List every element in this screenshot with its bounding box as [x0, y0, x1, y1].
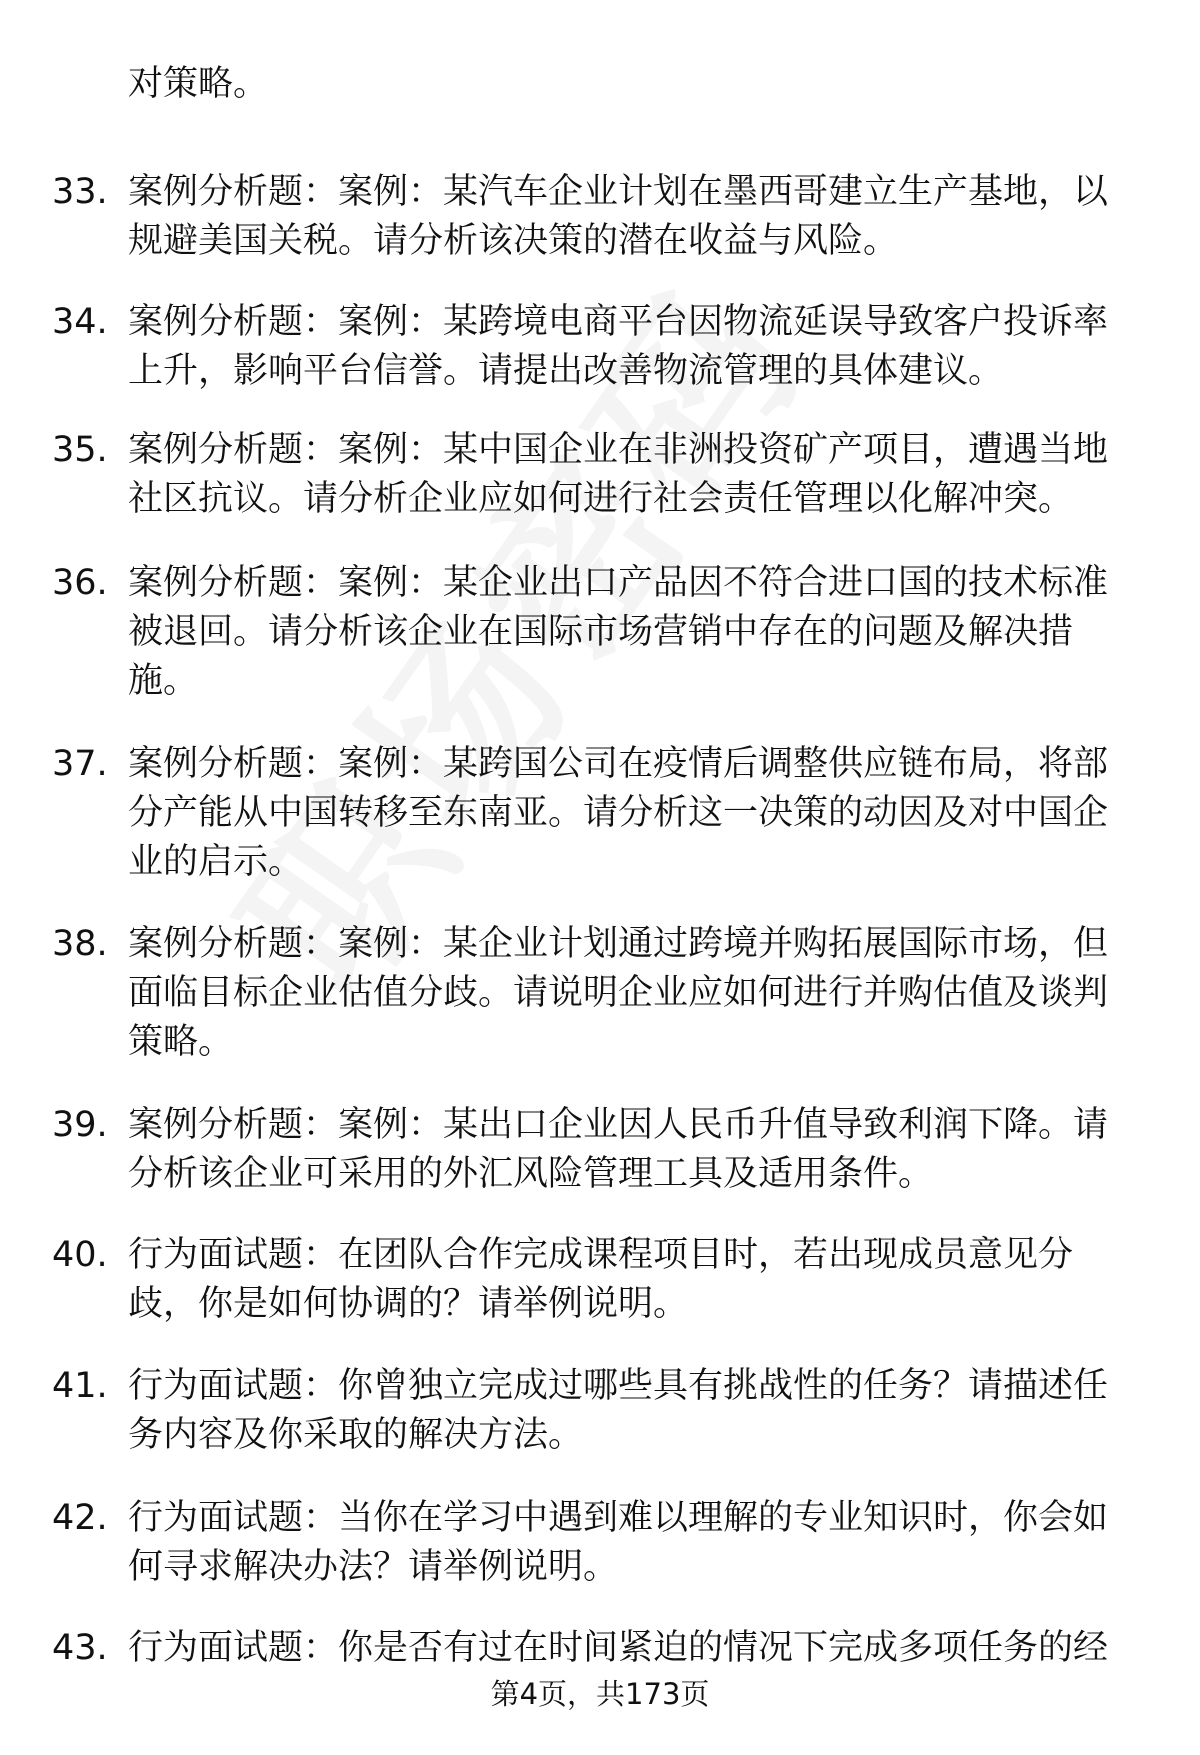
question-number: 34. — [52, 302, 108, 342]
question-text-line: 案例分析题：案例：某跨国公司在疫情后调整供应链布局，将部 — [128, 744, 1109, 784]
question-text-line: 行为面试题：当你在学习中遇到难以理解的专业知识时，你会如 — [128, 1498, 1109, 1538]
question-text-line: 案例分析题：案例：某跨境电商平台因物流延误导致客户投诉率 — [128, 302, 1109, 342]
question-text-line: 行为面试题：你是否有过在时间紧迫的情况下完成多项任务的经 — [128, 1628, 1109, 1668]
question-text-line: 务内容及你采取的解决方法。 — [128, 1415, 584, 1455]
question-text-line: 案例分析题：案例：某企业出口产品因不符合进口国的技术标准 — [128, 563, 1109, 603]
question-number: 42. — [52, 1498, 108, 1538]
question-number: 33. — [52, 172, 108, 212]
question-number: 41. — [52, 1366, 108, 1406]
question-text-line: 策略。 — [128, 1022, 234, 1062]
continuation-line: 对策略。 — [128, 64, 269, 104]
question-text-line: 分析该企业可采用的外汇风险管理工具及适用条件。 — [128, 1154, 934, 1194]
question-text-line: 分产能从中国转移至东南亚。请分析这一决策的动因及对中国企 — [128, 793, 1109, 833]
question-text-line: 面临目标企业估值分歧。请说明企业应如何进行并购估值及谈判 — [128, 973, 1109, 1013]
question-text-line: 施。 — [128, 661, 199, 701]
question-text-line: 被退回。请分析该企业在国际市场营销中存在的问题及解决措 — [128, 612, 1074, 652]
question-number: 37. — [52, 744, 108, 784]
question-number: 35. — [52, 430, 108, 470]
question-text-line: 案例分析题：案例：某企业计划通过跨境并购拓展国际市场，但 — [128, 924, 1109, 964]
question-text-line: 行为面试题：在团队合作完成课程项目时，若出现成员意见分 — [128, 1235, 1074, 1275]
question-text-line: 上升，影响平台信誉。请提出改善物流管理的具体建议。 — [128, 351, 1004, 391]
question-text-line: 案例分析题：案例：某中国企业在非洲投资矿产项目，遭遇当地 — [128, 430, 1109, 470]
question-number: 36. — [52, 563, 108, 603]
question-text-line: 业的启示。 — [128, 842, 304, 882]
question-number: 43. — [52, 1628, 108, 1668]
question-text-line: 案例分析题：案例：某出口企业因人民币升值导致利润下降。请 — [128, 1105, 1109, 1145]
question-text-line: 案例分析题：案例：某汽车企业计划在墨西哥建立生产基地，以 — [128, 172, 1109, 212]
question-number: 39. — [52, 1105, 108, 1145]
question-number: 40. — [52, 1235, 108, 1275]
question-text-line: 何寻求解决办法？请举例说明。 — [128, 1547, 619, 1587]
question-number: 38. — [52, 924, 108, 964]
question-text-line: 歧，你是如何协调的？请举例说明。 — [128, 1284, 689, 1324]
question-text-line: 社区抗议。请分析企业应如何进行社会责任管理以化解冲突。 — [128, 479, 1074, 519]
page-footer: 第4页，共173页 — [490, 1677, 710, 1711]
question-text-line: 行为面试题：你曾独立完成过哪些具有挑战性的任务？请描述任 — [128, 1366, 1109, 1406]
question-text-line: 规避美国关税。请分析该决策的潜在收益与风险。 — [128, 221, 899, 261]
